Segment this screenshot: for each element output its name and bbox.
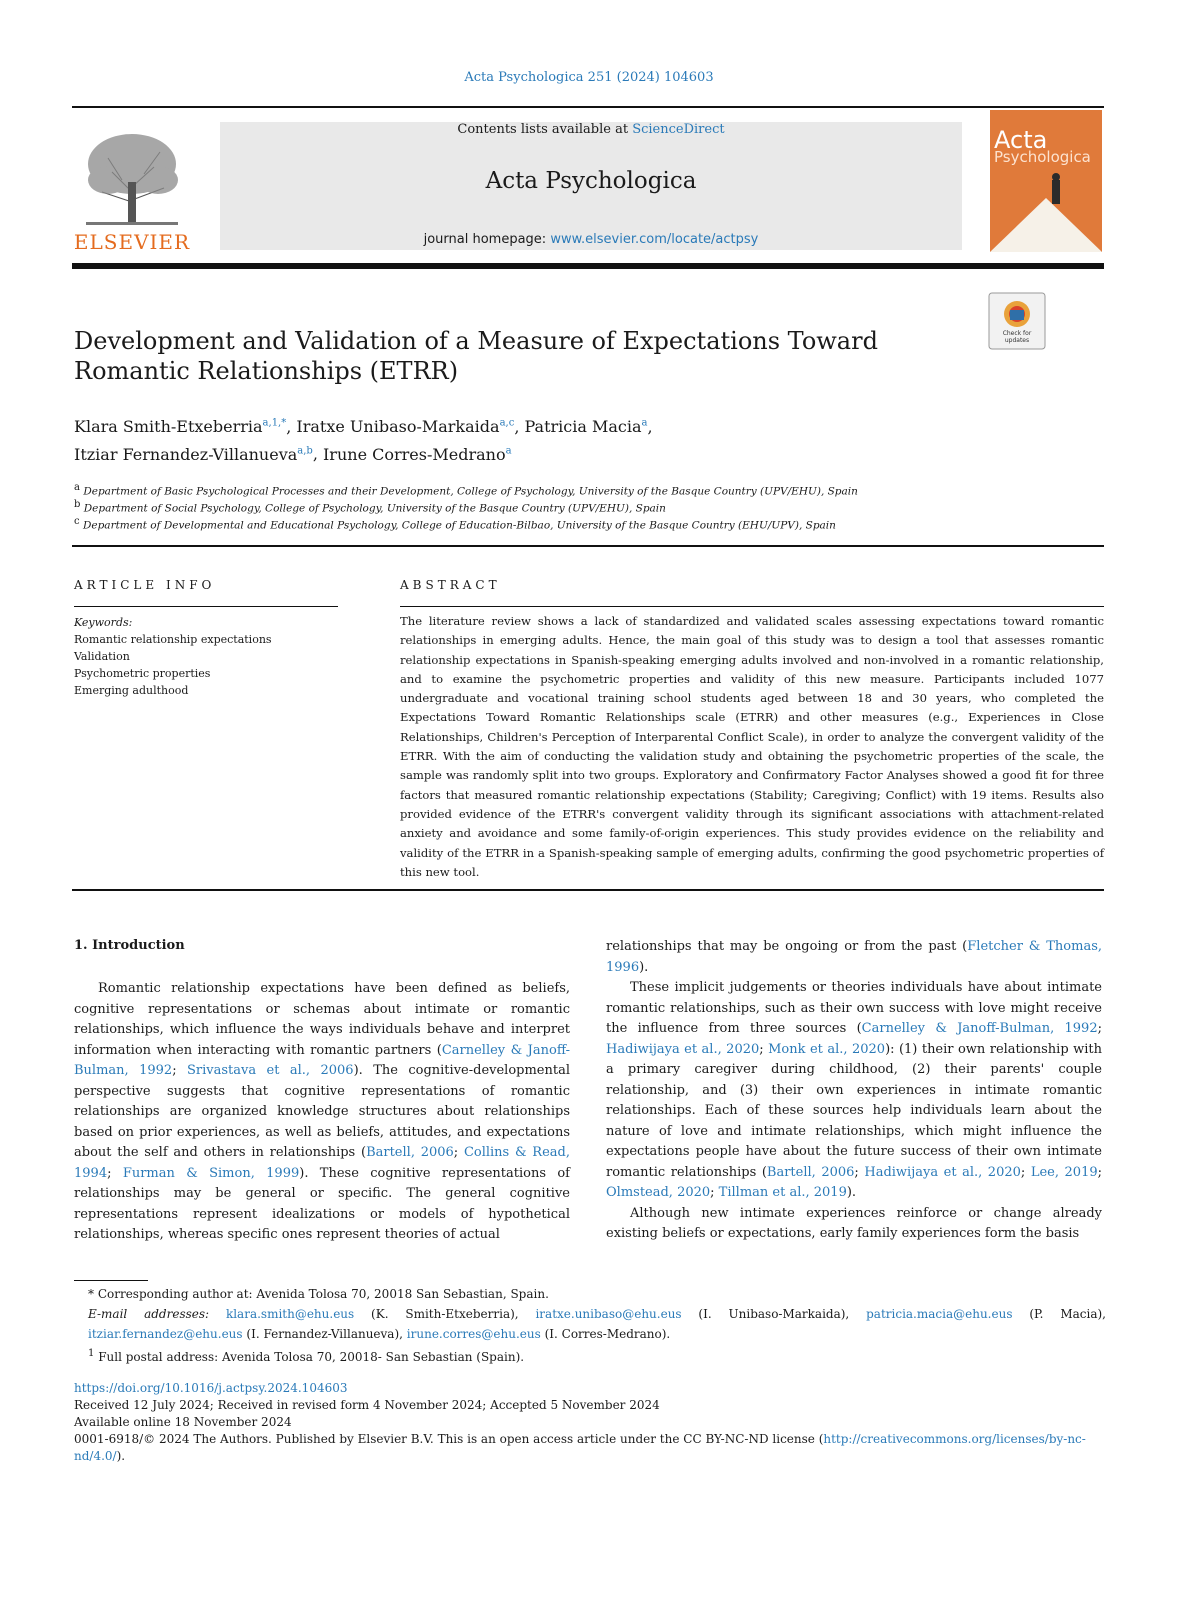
- abstract-end-rule: [72, 889, 1104, 891]
- publisher-wordmark: ELSEVIER: [73, 230, 191, 254]
- citation-link[interactable]: Furman & Simon, 1999: [122, 1165, 300, 1181]
- check-updates-label: Check for updates: [1002, 330, 1032, 344]
- email-addresses: E-mail addresses: klara.smith@ehu.eus (K. Smith-Etxeberria), iratxe.unibaso@ehu.eus (I. Unibaso-Markaida), patricia.macia@ehu.eus (P. Macia), itziar.fernandez@ehu.eus (I. Fernandez-Villanueva), irune.corres@ehu.eus (I. Corres-Medrano).: [88, 1307, 1106, 1341]
- abstract-text: The literature review shows a lack of standardized and validated scales assessing expectations toward romantic relationships in emerging adults. Hence, the main goal of this study was to design a tool that assesses romantic relationship expectations in Spanish-speaking emerging adults involved and non-involved in a romantic relationship, and to examine the psychometric properties and validity of this new measure. Participants included 1077 undergraduate and vocational training school students aged between 18 and 30 years, who completed the Expectations Toward Romantic Relationships scale (ETRR) and other measures (e.g., Experiences in Close Relationships, Children's Perception of Interparental Conflict Scale), in order to analyze the convergent validity of the ETRR. With the aim of conducting the validation study and obtaining the psychometric properties of the scale, the sample was randomly split into two groups. Exploratory and Confirmatory Factor Analyses showed a good fit for three factors that measured romantic relationship expectations (Stability; Caregiving; Conflict) with 19 items. Results also provided evidence of the ETRR's convergent validity through its significant associations with attachment-related anxiety and avoidance and some family-of-origin experiences. This study provides evidence on the reliability and validity of the ETRR in a Spanish-speaking sample of emerging adults, confirming the good psychometric properties of this new tool.: [400, 614, 1104, 879]
- paragraph: These implicit judgements or theories individuals have about intimate romantic relationships, such as their own success with love might receive the influence from three sources (Carnelley & Janoff-Bulman, 1992; Hadiwijaya et al., 2020; Monk et al., 2020): (1) their own relationship with a primary caregiver during childhood, (2) their parents' couple relationship, and (3) their own experiences in intimate romantic relationships. Each of these sources help individuals learn about the nature of love and intimate relationships, which might influence the expectations people have about the future success of their own intimate romantic relationships (Bartell, 2006; Hadiwijaya et al., 2020; Lee, 2019; Olmstead, 2020; Tillman et al., 2019).: [606, 980, 1102, 1200]
- postal-address-note: $^1$ Full postal address: Avenida Tolosa 70, 20018- San Sebastian (Spain).: [88, 1348, 525, 1364]
- citation-link[interactable]: Lee, 2019: [1030, 1164, 1098, 1180]
- homepage-link[interactable]: www.elsevier.com/locate/actpsy: [550, 232, 759, 247]
- journal-homepage: [220, 232, 962, 247]
- affiliation-b: $^b$ Department of Social Psychology, College of Psychology, University of the Basque Country (UPV/EHU), Spain: [74, 499, 666, 515]
- author-affiliation-mark[interactable]: a,1,*: [262, 418, 287, 429]
- citation-link[interactable]: Bartell, 2006: [766, 1164, 855, 1180]
- citation-link[interactable]: Collins & Read, 1994: [74, 1145, 570, 1181]
- citation-link[interactable]: Hadiwijaya et al., 2020: [864, 1164, 1021, 1180]
- abstract-heading: ABSTRACT: [400, 578, 501, 592]
- journal-citation[interactable]: Acta Psychologica 251 (2024) 104603: [464, 70, 714, 85]
- sciencedirect-link[interactable]: ScienceDirect: [632, 122, 725, 137]
- citation-link[interactable]: Tillman et al., 2019: [718, 1185, 847, 1200]
- keyword: Psychometric properties: [74, 667, 211, 680]
- footnotes: [74, 1284, 1106, 1367]
- paragraph: Although new intimate experiences reinforce or change already existing beliefs or expectations, early family experiences form the basis: [606, 1205, 1102, 1241]
- citation-link[interactable]: Fletcher & Thomas, 1996: [606, 939, 1103, 975]
- affiliations-rule: [72, 545, 1104, 547]
- author-list: Klara Smith-Etxeberria$^{a,1,*}$, Iratxe Unibaso-Markaida$^{a,c}$, Patricia Macia$^a$, Itziar Fernandez-Villanueva$^{a,b}$, Irune Corres-Medrano$^a$: [74, 417, 653, 464]
- author-affiliation-mark[interactable]: a,b: [297, 445, 313, 457]
- keyword: Emerging adulthood: [74, 684, 189, 697]
- masthead-rule: [72, 263, 1104, 269]
- author[interactable]: Klara Smith-Etxeberria$^{a,1,*}$: [74, 417, 287, 437]
- check-for-updates-badge[interactable]: [988, 292, 1046, 350]
- citation-link[interactable]: Carnelley & Janoff-Bulman, 1992: [861, 1021, 1098, 1036]
- paragraph: relationships that may be ongoing or from the past (Fletcher & Thomas, 1996).: [606, 939, 1103, 975]
- citation-link[interactable]: Hadiwijaya et al., 2020: [606, 1041, 760, 1057]
- citation-link[interactable]: Srivastava et al., 2006: [187, 1063, 354, 1078]
- cover-title-1: Acta: [994, 126, 1048, 154]
- keywords-label: Keywords:: [74, 616, 133, 629]
- email-link[interactable]: itziar.fernandez@ehu.eus: [88, 1327, 243, 1341]
- author[interactable]: Patricia Macia$^a$: [524, 417, 648, 437]
- citation-link[interactable]: Monk et al., 2020: [768, 1041, 886, 1057]
- elsevier-logo[interactable]: [72, 122, 192, 254]
- citation-link[interactable]: Bartell, 2006: [366, 1145, 454, 1160]
- cover-figure-icon: [990, 172, 1102, 252]
- email-link[interactable]: iratxe.unibaso@ehu.eus: [535, 1307, 682, 1321]
- contents-line: [220, 122, 962, 137]
- title-line-2: Romantic Relationships (ETRR): [74, 357, 459, 385]
- intro-left-column: [74, 979, 570, 1246]
- doi-link[interactable]: https://doi.org/10.1016/j.actpsy.2024.104603: [74, 1381, 348, 1395]
- cover-title-2: Psychologica: [994, 148, 1091, 166]
- license-statement: 0001-6918/© 2024 The Authors. Published by Elsevier B.V. This is an open access article under the CC BY-NC-ND license (http://creativecommons.org/licenses/by-nc-nd/4.0/).: [74, 1432, 1086, 1463]
- keyword: Validation: [74, 650, 130, 663]
- article-info-heading: ARTICLE INFO: [74, 578, 216, 592]
- abstract-rule: [400, 606, 1104, 607]
- article-info-rule: [74, 606, 338, 607]
- paragraph: Romantic relationship expectations have been defined as beliefs, cognitive representations or schemas about intimate or romantic relationships, which influence the ways individuals behave and interpret information when interacting with romantic partners (Carnelley & Janoff-Bulman, 1992; Srivastava et al., 2006). The cognitive-developmental perspective suggests that cognitive representations of romantic relationships are organized knowledge structures about relationships based on prior experiences, as well as beliefs, attitudes, and expectations about the self and others in relationships (Bartell, 2006; Collins & Read, 1994; Furman & Simon, 1999). These cognitive representations of relationships may be general or specific. The general cognitive representations represent idealizations or models of hypothetical relationships, whereas specific ones represent theories of actual: [74, 981, 571, 1242]
- homepage-label: journal homepage:: [423, 232, 551, 247]
- title-line-1: Development and Validation of a Measure of Expectations Toward: [74, 327, 878, 355]
- email-link[interactable]: patricia.macia@ehu.eus: [866, 1307, 1013, 1321]
- footnote-rule: [74, 1280, 148, 1281]
- corresponding-author-note: * Corresponding author at: Avenida Tolosa 70, 20018 San Sebastian, Spain.: [88, 1287, 549, 1301]
- affiliation-c: $^c$ Department of Developmental and Educational Psychology, College of Education-Bilbao, University of the Basque Country (EHU/UPV), Spain: [74, 516, 836, 532]
- author-affiliation-mark[interactable]: a,c: [499, 418, 515, 429]
- journal-name: Acta Psychologica: [485, 168, 697, 194]
- intro-right-column: [606, 937, 1102, 1245]
- email-link[interactable]: irune.corres@ehu.eus: [406, 1327, 541, 1341]
- journal-cover[interactable]: [990, 110, 1102, 252]
- citation-link[interactable]: Carnelley & Janoff-Bulman, 1992: [74, 1042, 570, 1078]
- author[interactable]: Itziar Fernandez-Villanueva$^{a,b}$: [74, 444, 313, 464]
- author-affiliation-mark[interactable]: a: [505, 445, 512, 457]
- section-heading-introduction: 1. Introduction: [74, 938, 185, 953]
- publication-info: [74, 1380, 1106, 1465]
- affiliation-a: $^a$ Department of Basic Psychological Processes and their Development, College of Psychology, University of the Basque Country (UPV/EHU), Spain: [74, 482, 858, 498]
- author-affiliation-mark[interactable]: a: [641, 418, 648, 429]
- citation-link[interactable]: Olmstead, 2020: [606, 1185, 711, 1200]
- keywords-block: [74, 614, 338, 699]
- available-online: Available online 18 November 2024: [74, 1415, 292, 1429]
- keyword: Romantic relationship expectations: [74, 633, 272, 646]
- email-link[interactable]: klara.smith@ehu.eus: [225, 1307, 355, 1321]
- header-rule: [72, 106, 1104, 108]
- contents-label: Contents lists available at: [457, 122, 633, 137]
- received-dates: Received 12 July 2024; Received in revised form 4 November 2024; Accepted 5 November 2024: [74, 1398, 660, 1412]
- author[interactable]: Iratxe Unibaso-Markaida$^{a,c}$: [296, 417, 515, 437]
- author[interactable]: Irune Corres-Medrano$^a$: [322, 444, 512, 464]
- article-title: [74, 326, 894, 386]
- license-link[interactable]: http://creativecommons.org/licenses/by-nc-nd/4.0/: [74, 1432, 1086, 1463]
